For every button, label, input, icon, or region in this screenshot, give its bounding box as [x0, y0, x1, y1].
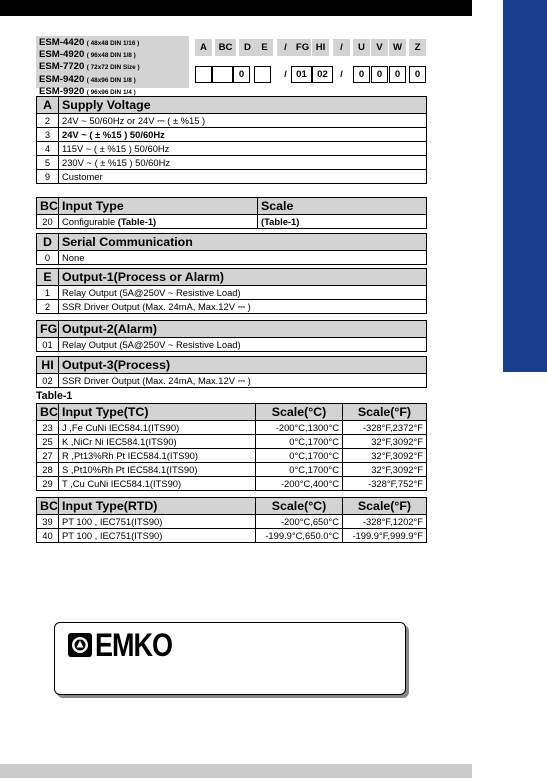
row-text: 230V ~ ( ± %15 ) 50/60Hz [59, 156, 427, 170]
table-row: 25 K ,NiCr Ni IEC584.1(ITS90) 0°C,1700°C 32°F,3092°F [37, 435, 427, 449]
section-title: Output-2(Alarm) [59, 321, 427, 338]
section-letter: D [37, 234, 59, 251]
model-list [36, 36, 189, 97]
emko-logo [67, 627, 172, 663]
table-header-row [37, 321, 427, 338]
row-code: 2 [37, 114, 59, 128]
rtd-input-table [36, 497, 427, 543]
code-header: W [389, 39, 406, 56]
model-item: ESM-9420 ( 48x96 DIN 1/8 ) [39, 73, 136, 85]
code-value-box: 0 [233, 66, 250, 83]
row-text: 24V ~ ( ± %15 ) 50/60Hz [59, 128, 427, 142]
table-row [37, 374, 427, 388]
row-text: SSR Driver Output (Max. 24mA, Max.12V ⎓ ) [59, 374, 427, 388]
code-value-box: 0 [371, 66, 388, 83]
section-title: Output-3(Process) [59, 357, 427, 374]
input-type-table [36, 197, 427, 229]
code-value-box: 0 [353, 66, 370, 83]
section-title: Input Type [59, 198, 258, 215]
code-header: E [256, 39, 273, 56]
row-text: SSR Driver Output (Max. 24mA, Max.12V ⎓ ) [59, 300, 427, 314]
bottom-bar [0, 764, 472, 778]
code-header: U [353, 39, 370, 56]
table-row [37, 114, 427, 128]
model-item: ESM-4420 ( 48x48 DIN 1/16 ) [39, 37, 140, 48]
output3-table [36, 356, 427, 388]
table-row [37, 338, 427, 352]
table-row: 40 PT 100 , IEC751(ITS90) -199.9°C,650.0°C -199.9°F,999.9°F [37, 529, 427, 543]
section-letter: A [37, 97, 59, 114]
table-row [37, 300, 427, 314]
model-item: ESM-4920 ( 96x48 DIN 1/8 ) [39, 49, 136, 61]
section-letter: BC [37, 198, 59, 215]
brand-name: EMKO [95, 627, 172, 663]
code-value-box: 0 [409, 66, 426, 83]
scale-c-title: Scale(°C) [256, 404, 343, 421]
row-code: 02 [37, 374, 59, 388]
section-letter: BC [37, 404, 59, 421]
table-row [37, 128, 427, 142]
table-row [37, 170, 427, 184]
table-row [37, 156, 427, 170]
table-header-row [37, 234, 427, 251]
table1-label: Table-1 [36, 390, 73, 402]
section-title: Supply Voltage [59, 97, 427, 114]
table-header-row [37, 97, 427, 114]
table-row: 29 T ,Cu CuNi IEC584.1(ITS90) -200°C,400°C -328°F,752°F [37, 477, 427, 491]
section-side-tab [503, 0, 547, 372]
table-row: 28 S ,Pt10%Rh Pt IEC584.1(ITS90) 0°C,1700°C 32°F,3092°F [37, 463, 427, 477]
row-scale: (Table-1) [258, 215, 427, 229]
code-header: Z [409, 39, 426, 56]
code-value-box [195, 66, 212, 83]
scale-c-title: Scale(°C) [256, 498, 343, 515]
emko-logo-box [54, 622, 406, 695]
row-text: 115V ~ ( ± %15 ) 50/60Hz [59, 142, 427, 156]
section-letter: FG [37, 321, 59, 338]
code-header: A [195, 39, 212, 56]
section-letter: HI [37, 357, 59, 374]
table-row [37, 215, 427, 229]
code-header: / [277, 39, 294, 56]
section-title: Input Type(TC) [59, 404, 256, 421]
section-title: Output-1(Process or Alarm) [59, 269, 427, 286]
supply-voltage-table [36, 96, 427, 184]
scale-title: Scale [258, 198, 427, 215]
table-row [37, 142, 427, 156]
row-text: Configurable (Table-1) [59, 215, 258, 229]
code-separator: / [284, 69, 287, 80]
output1-table [36, 268, 427, 314]
row-code: 4 [37, 142, 59, 156]
row-text: None [59, 251, 427, 265]
serial-communication-table [36, 233, 427, 265]
row-code: 20 [37, 215, 59, 229]
row-text: Relay Output (5A@250V ~ Resistive Load) [59, 286, 427, 300]
code-separator: / [340, 69, 343, 80]
row-code: 9 [37, 170, 59, 184]
emko-emblem-icon [67, 632, 93, 658]
code-value-box: 01 [291, 66, 312, 83]
code-header: FG [294, 39, 311, 56]
code-value-box: 0 [389, 66, 406, 83]
row-code: 01 [37, 338, 59, 352]
top-bar [0, 0, 472, 16]
tc-input-table [36, 403, 427, 491]
row-code: 0 [37, 251, 59, 265]
table-row: 39 PT 100 , IEC751(ITS90) -200°C,650°C -328°F,1202°F [37, 515, 427, 529]
code-header: D [239, 39, 256, 56]
table-header-row [37, 198, 427, 215]
table-header-row [37, 404, 427, 421]
code-header: HI [312, 39, 329, 56]
row-code: 1 [37, 286, 59, 300]
section-letter: E [37, 269, 59, 286]
table-header-row [37, 357, 427, 374]
table-row: 27 R ,Pt13%Rh Pt IEC584.1(ITS90) 0°C,1700°C 32°F,3092°F [37, 449, 427, 463]
row-text: 24V ~ 50/60Hz or 24V ⎓ ( ± %15 ) [59, 114, 427, 128]
code-value-box: 02 [312, 66, 333, 83]
code-value-box [254, 66, 271, 83]
row-text: Customer [59, 170, 427, 184]
table-row [37, 251, 427, 265]
code-header: V [371, 39, 388, 56]
model-item: ESM-9920 ( 96x96 DIN 1/4 ) [39, 85, 136, 97]
table-row [37, 286, 427, 300]
table-row: 23 J ,Fe CuNi IEC584.1(ITS90) -200°C,1300°C -328°F,2372°F [37, 421, 427, 435]
code-value-box [212, 66, 233, 83]
scale-f-title: Scale(°F) [343, 498, 427, 515]
code-header: / [333, 39, 350, 56]
section-title: Input Type(RTD) [59, 498, 256, 515]
output2-table [36, 320, 427, 352]
row-code: 2 [37, 300, 59, 314]
table-header-row [37, 269, 427, 286]
row-code: 5 [37, 156, 59, 170]
table-header-row [37, 498, 427, 515]
section-title: Serial Communication [59, 234, 427, 251]
row-text: Relay Output (5A@250V ~ Resistive Load) [59, 338, 427, 352]
code-header: BC [215, 39, 236, 56]
scale-f-title: Scale(°F) [343, 404, 427, 421]
model-item: ESM-7720 ( 72x72 DIN Size ) [39, 61, 140, 73]
row-code: 3 [37, 128, 59, 142]
section-letter: BC [37, 498, 59, 515]
